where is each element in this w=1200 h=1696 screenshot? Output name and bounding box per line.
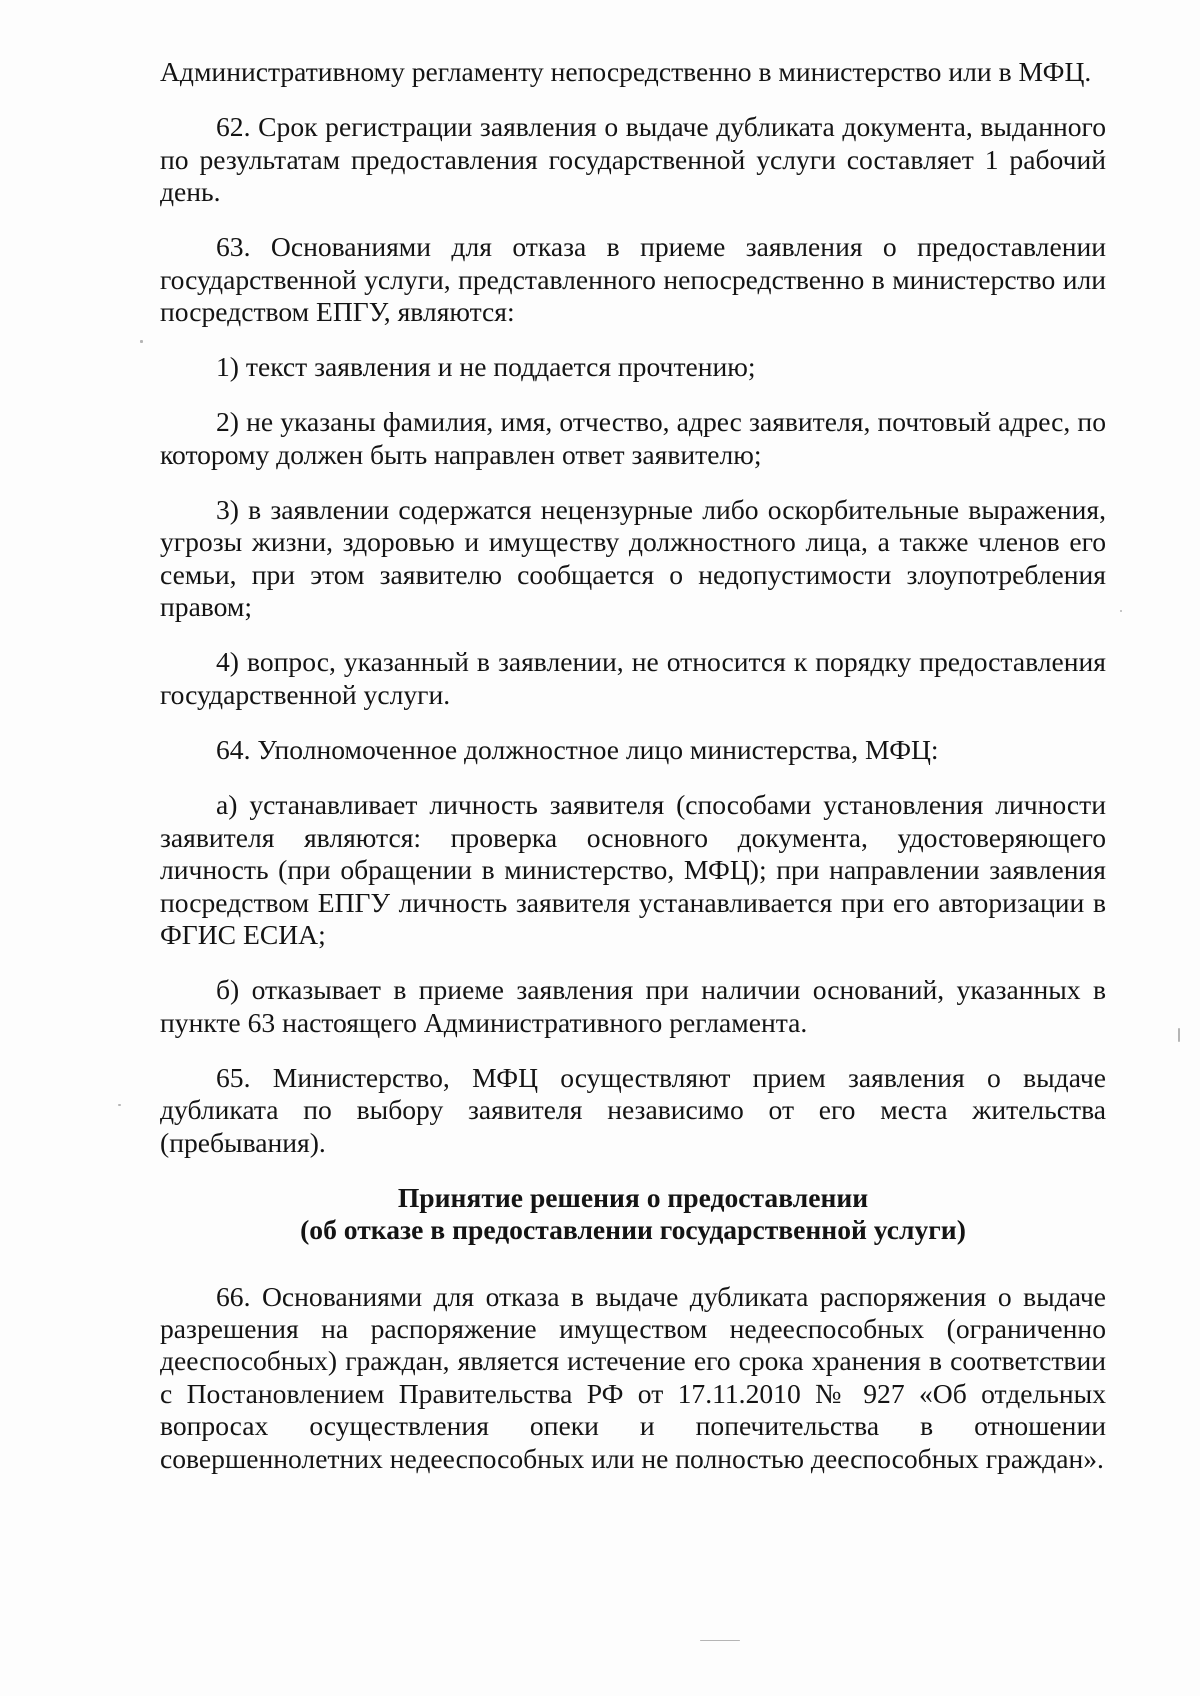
paragraph-65: 65. Министерство, МФЦ осуществляют прием заявления о выдаче дубликата по выбору заявителя независимо от его места жительства (пребывания). xyxy=(160,1061,1106,1158)
paragraph-63-item-4: 4) вопрос, указанный в заявлении, не относится к порядку предоставления государственной услуги. xyxy=(160,646,1106,710)
document-body xyxy=(160,56,1106,1498)
paragraph-64-item-a: а) устанавливает личность заявителя (способами установления личности заявителя являются: проверка основного документа, удостоверяющего личность (при обращении в министерство, МФЦ); при направлении заявления посредством ЕПГУ личность заявителя устанавливается при его авторизации в ФГИС ЕСИА; xyxy=(160,789,1106,950)
scan-mark xyxy=(1178,1028,1180,1042)
section-heading-line-2: (об отказе в предоставлении государственной услуги) xyxy=(300,1214,966,1246)
section-heading xyxy=(160,1182,1106,1247)
paragraph-63-item-3: 3) в заявлении содержатся нецензурные либо оскорбительные выражения, угрозы жизни, здоровью и имуществу должностного лица, а также членов его семьи, при этом заявителю сообщается о недопустимости злоупотребления правом; xyxy=(160,494,1106,623)
paragraph-62: 62. Срок регистрации заявления о выдаче дубликата документа, выданного по результатам предоставления государственной услуги составляет 1 рабочий день. xyxy=(160,111,1106,208)
paragraph-63-item-1: 1) текст заявления и не поддается прочтению; xyxy=(216,351,756,383)
scan-mark xyxy=(140,340,143,343)
scan-mark xyxy=(700,1640,740,1641)
paragraph-64-item-b: б) отказывает в приеме заявления при наличии оснований, указанных в пункте 63 настоящего Административного регламента. xyxy=(160,974,1106,1038)
scan-mark xyxy=(1120,610,1122,612)
section-heading-line-1: Принятие решения о предоставлении xyxy=(397,1181,869,1213)
paragraph-continuation: Административному регламенту непосредственно в министерство или в МФЦ. xyxy=(160,56,1092,87)
paragraph-63: 63. Основаниями для отказа в приеме заявления о предоставлении государственной услуги, представленного непосредственно в министерство или посредством ЕПГУ, являются: xyxy=(160,231,1106,328)
paragraph-63-item-2: 2) не указаны фамилия, имя, отчество, адрес заявителя, почтовый адрес, по которому должен быть направлен ответ заявителю; xyxy=(160,406,1106,470)
paragraph-66: 66. Основаниями для отказа в выдаче дубликата распоряжения о выдаче разрешения на распоряжение имуществом недееспособных (ограниченно дееспособных) граждан, является истечение его срока хранения в соответствии с Постановлением Правительства РФ от 17.11.2010 № 927 «Об отдельных вопросах осуществления опеки и попечительства в отношении совершеннолетних недееспособных или не полностью дееспособных граждан». xyxy=(160,1280,1106,1474)
scan-mark xyxy=(118,1104,121,1106)
paragraph-64: 64. Уполномоченное должностное лицо министерства, МФЦ: xyxy=(216,734,939,766)
